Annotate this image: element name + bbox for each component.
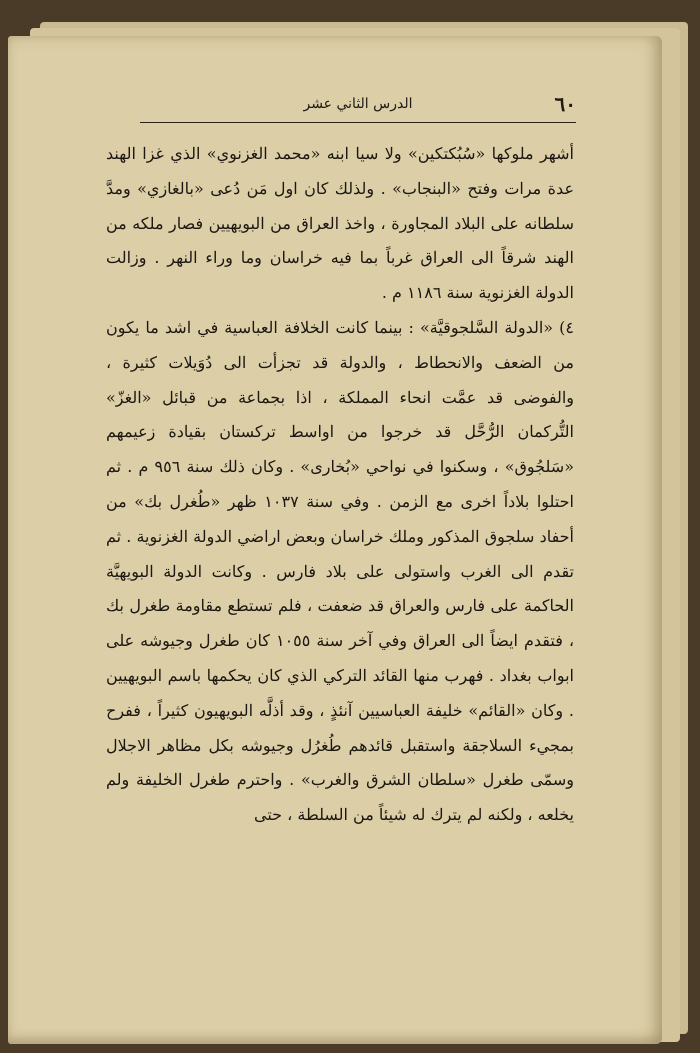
page-number: ٦٠ — [554, 92, 576, 116]
paragraph-ghaznavid: أشهر ملوكها «سُبُكتكين» ولا سيا ابنه «محمد الغزنوي» الذي غزا الهند عدة مرات وفتح «البنجاب» . ولذلك كان اول مَن دُعى «بالغازي» ومدَّ سلطانه على البلاد المجاورة ، واخذ العراق من البويهيين فصار ملكه من الهند شرقاً الى العراق غرباً بما فيه خراسان وما وراء النهر . وزالت الدولة الغزنوية سنة ١١٨٦ م . — [106, 144, 574, 303]
paragraph-seljuk: ٤) «الدولة السَّلجوقيَّة» : بينما كانت الخلافة العباسية في اشد ما يكون من الضعف والانحطاط ، والدولة قد تجزأت الى دُوَيلات كثيرة ، والفوضى قد عمَّت انحاء المملكة ، اذا بجماعة من قبائل «الغزّ» التُّركمان الرُّحَّل قد خرجوا من اواسط تركستان بقيادة زعيمهم «سَلجُوق» ، وسكنوا في نواحي «بُخارى» . وكان ذلك سنة ٩٥٦ م . ثم احتلوا بلاداً اخرى مع الزمن . وفي سنة ١٠٣٧ ظهر «طُغرل بك» من أحفاد سلجوق المذكور وملك خراسان وبعض اراضي الدولة الغزنوية . ثم تقدم الى الغرب واستولى على بلاد فارس . وكانت الدولة البويهيَّة الحاكمة على فارس والعراق قد ضعفت ، فلم تستطع مقاومة طغرل بك ، فتقدم ايضاً الى العراق وفي آخر سنة ١٠٥٥ كان طغرل وجيوشه على ابواب بغداد . فهرب منها القائد التركي الذي كان يحكمها باسم البويهيين . وكان «القائم» خليفة العباسيين آنئذٍ ، وقد أذلَّه البويهيون كثيراً ، ففرح بمجيء السلاجقة واستقبل قائدهم طُغرُل وجيوشه بكل مظاهر الاجلال وسمّى طغرل «سلطان الشرق والغرب» . واحترم طغرل الخليفة ولم يخلعه ، ولكنه لم يترك له شيئاً من السلطة ، حتى — [106, 317, 575, 825]
body-text — [106, 137, 574, 833]
running-title: الدرس الثاني عشر — [303, 96, 413, 112]
page-header — [140, 92, 576, 123]
